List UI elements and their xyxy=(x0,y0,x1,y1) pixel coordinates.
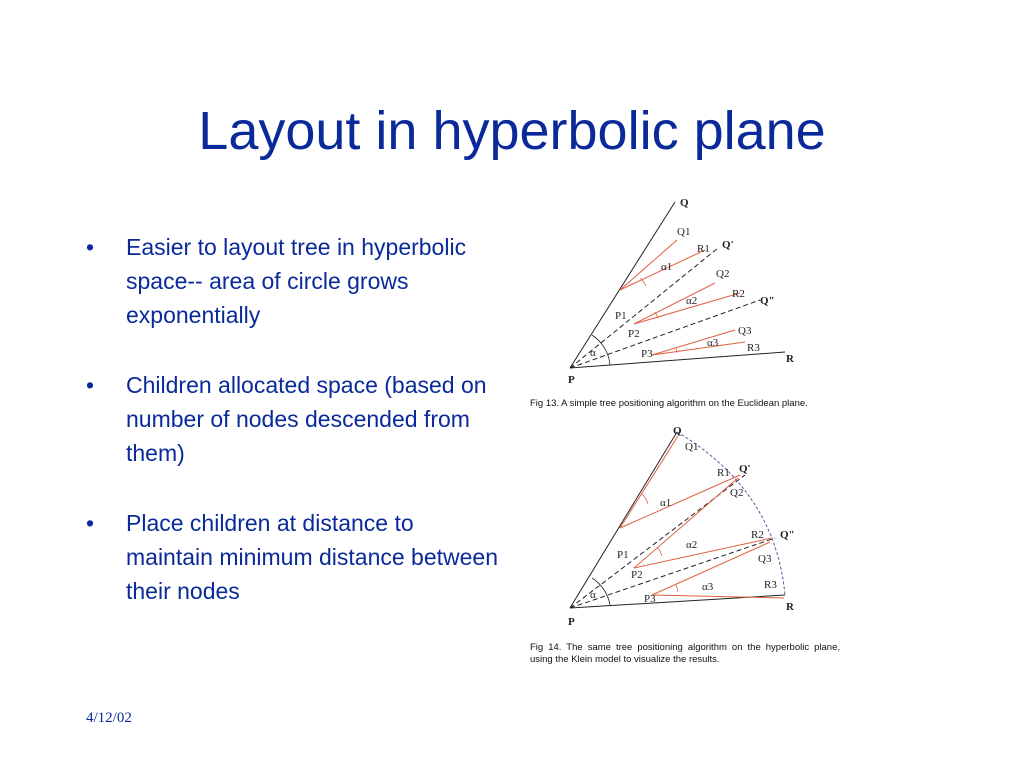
label-q-prime: Q' xyxy=(739,463,751,475)
label-q1: Q1 xyxy=(677,226,691,238)
label-q1: Q1 xyxy=(685,441,699,453)
label-q2: Q2 xyxy=(716,268,730,280)
label-r3: R3 xyxy=(764,579,777,591)
label-p: P xyxy=(568,616,575,628)
hyperbolic-tree-diagram xyxy=(530,420,830,630)
bullet-item xyxy=(86,230,506,332)
figure14-caption: Fig 14. The same tree positioning algorithm on the hyperbolic plane, using the Klein model to visualize the results. xyxy=(530,642,840,665)
bullet-symbol: • xyxy=(86,234,95,260)
label-alpha2: α2 xyxy=(686,295,698,307)
label-alpha3: α3 xyxy=(702,581,714,593)
label-r2: R2 xyxy=(751,529,764,541)
bullet-text: Children allocated space (based on number of nodes descended from them) xyxy=(126,372,487,466)
label-p2: P2 xyxy=(628,328,640,340)
euclidean-tree-figure xyxy=(530,190,830,390)
slide-date: 4/12/02 xyxy=(86,710,132,726)
label-p3: P3 xyxy=(644,593,656,605)
label-r3: R3 xyxy=(747,342,760,354)
bullet-symbol: • xyxy=(86,510,95,536)
label-r: R xyxy=(786,601,794,613)
label-q-double-prime: Q" xyxy=(760,295,775,307)
label-alpha2: α2 xyxy=(686,539,698,551)
label-q: Q xyxy=(680,197,689,209)
label-q-prime: Q' xyxy=(722,239,734,251)
bullet-text: Place children at distance to maintain minimum distance between their nodes xyxy=(126,510,499,604)
figure13-caption: Fig 13. A simple tree positioning algorithm on the Euclidean plane. xyxy=(530,398,808,409)
label-q2: Q2 xyxy=(730,487,744,499)
label-r: R xyxy=(786,353,794,365)
label-p2: P2 xyxy=(631,569,643,581)
label-p1: P1 xyxy=(615,310,627,322)
label-q3: Q3 xyxy=(758,553,772,565)
bullet-item xyxy=(86,506,506,608)
bullet-text: Easier to layout tree in hyperbolic space-- area of circle grows exponentially xyxy=(126,234,467,328)
label-r1: R1 xyxy=(697,243,710,255)
bullet-symbol: • xyxy=(86,372,95,398)
label-q-double-prime: Q" xyxy=(780,529,795,541)
hyperbolic-tree-figure xyxy=(530,420,830,630)
slide-title: Layout in hyperbolic plane xyxy=(198,101,826,161)
label-alpha1: α1 xyxy=(660,497,672,509)
euclidean-tree-diagram xyxy=(530,190,830,390)
label-q: Q xyxy=(673,425,682,437)
bullet-list xyxy=(86,230,506,644)
label-alpha3: α3 xyxy=(707,337,719,349)
label-q3: Q3 xyxy=(738,325,752,337)
label-p3: P3 xyxy=(641,348,653,360)
label-alpha: α xyxy=(590,347,596,359)
label-r2: R2 xyxy=(732,288,745,300)
label-alpha: α xyxy=(590,589,596,601)
bullet-item xyxy=(86,368,506,470)
label-r1: R1 xyxy=(717,467,730,479)
label-p: P xyxy=(568,374,575,386)
label-alpha1: α1 xyxy=(661,261,673,273)
label-p1: P1 xyxy=(617,549,629,561)
